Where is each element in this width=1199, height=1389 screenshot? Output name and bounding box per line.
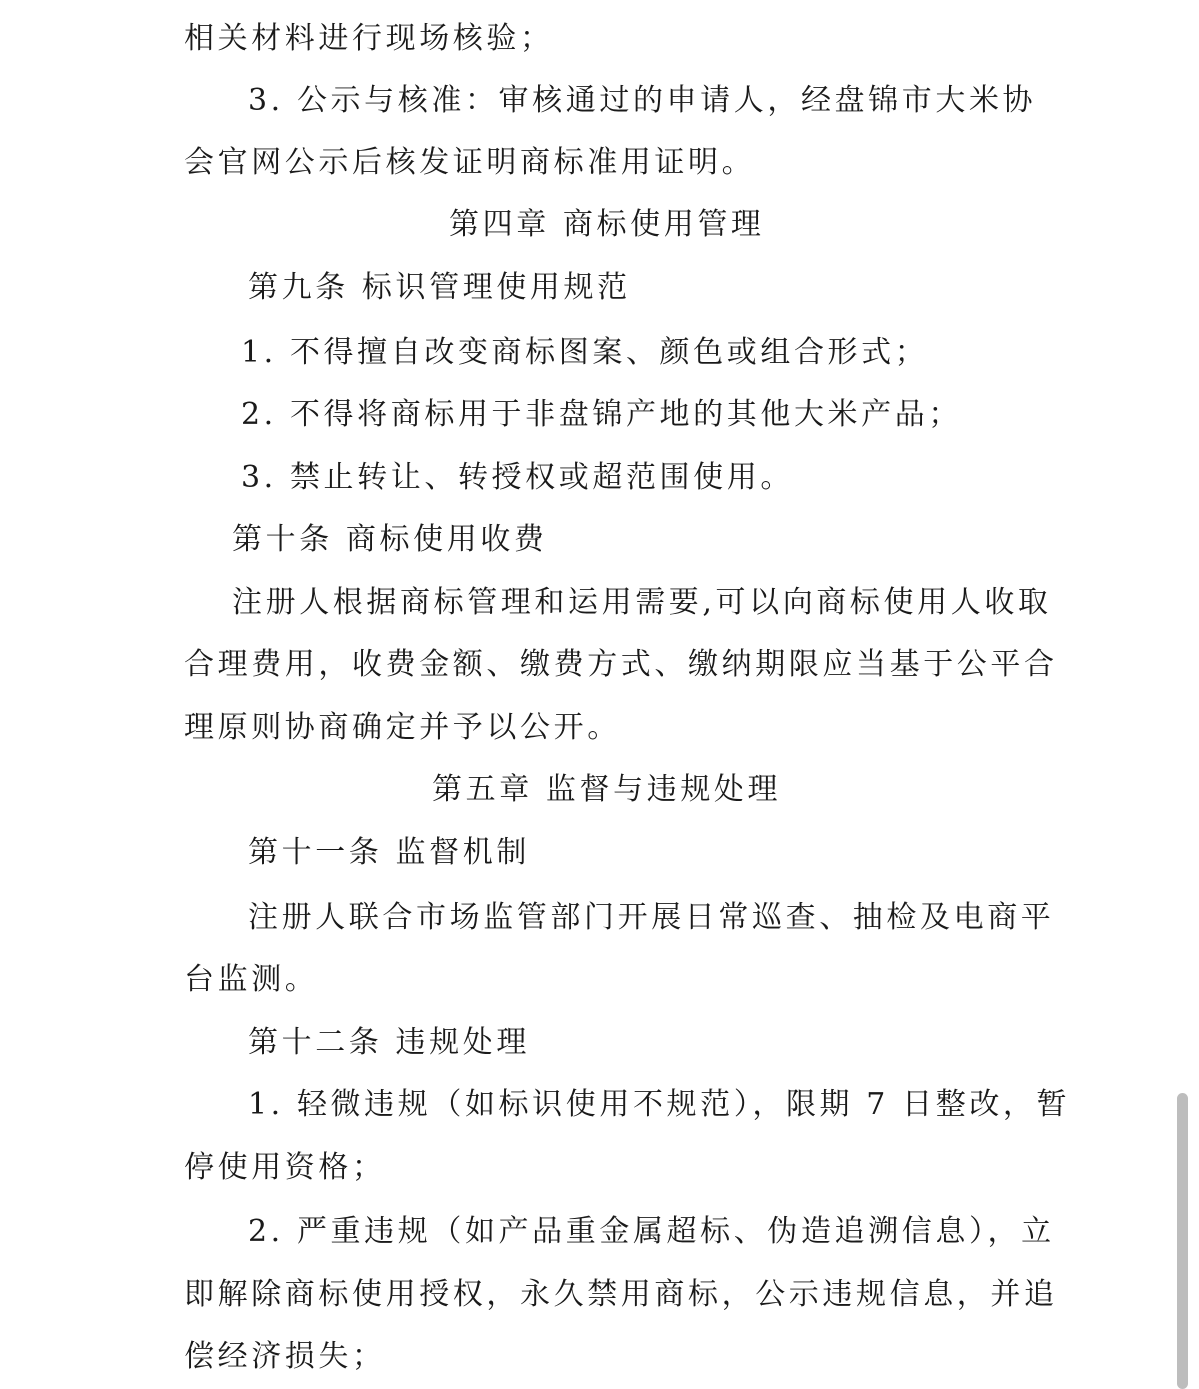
paragraph-line: 台监测。 [184, 962, 319, 997]
paragraph-line: 停使用资格； [184, 1150, 386, 1185]
paragraph-line: 理原则协商确定并予以公开。 [184, 710, 621, 745]
clause-item: 1. 不得擅自改变商标图案、颜色或组合形式； [241, 335, 929, 370]
paragraph-line: 相关材料进行现场核验； [184, 21, 554, 56]
article-heading: 第十条 商标使用收费 [232, 522, 548, 557]
clause-item: 2. 严重违规（如产品重金属超标、伪造追溯信息），立 [248, 1214, 1055, 1249]
paragraph-line: 即解除商标使用授权，永久禁用商标，公示违规信息，并追 [184, 1277, 1058, 1312]
chapter-heading: 第五章 监督与违规处理 [432, 772, 782, 807]
article-heading: 第十一条 监督机制 [248, 835, 530, 870]
article-heading: 第十二条 违规处理 [248, 1025, 530, 1060]
paragraph-line: 注册人根据商标管理和运用需要,可以向商标使用人收取 [232, 585, 1052, 620]
clause-item: 3. 公示与核准：审核通过的申请人，经盘锦市大米协 [248, 83, 1037, 118]
vertical-scrollbar-thumb[interactable] [1177, 1093, 1188, 1389]
clause-item: 1. 轻微违规（如标识使用不规范），限期 7 日整改，暂 [248, 1087, 1071, 1122]
paragraph-line: 会官网公示后核发证明商标准用证明。 [184, 145, 756, 180]
paragraph-line: 注册人联合市场监管部门开展日常巡查、抽检及电商平 [248, 900, 1055, 935]
clause-item: 3. 禁止转让、转授权或超范围使用。 [241, 460, 794, 495]
chapter-heading: 第四章 商标使用管理 [449, 207, 765, 242]
article-heading: 第九条 标识管理使用规范 [248, 270, 631, 305]
paragraph-line: 合理费用，收费金额、缴费方式、缴纳期限应当基于公平合 [184, 647, 1058, 682]
clause-item: 2. 不得将商标用于非盘锦产地的其他大米产品； [241, 397, 962, 432]
paragraph-line: 偿经济损失； [184, 1339, 386, 1374]
